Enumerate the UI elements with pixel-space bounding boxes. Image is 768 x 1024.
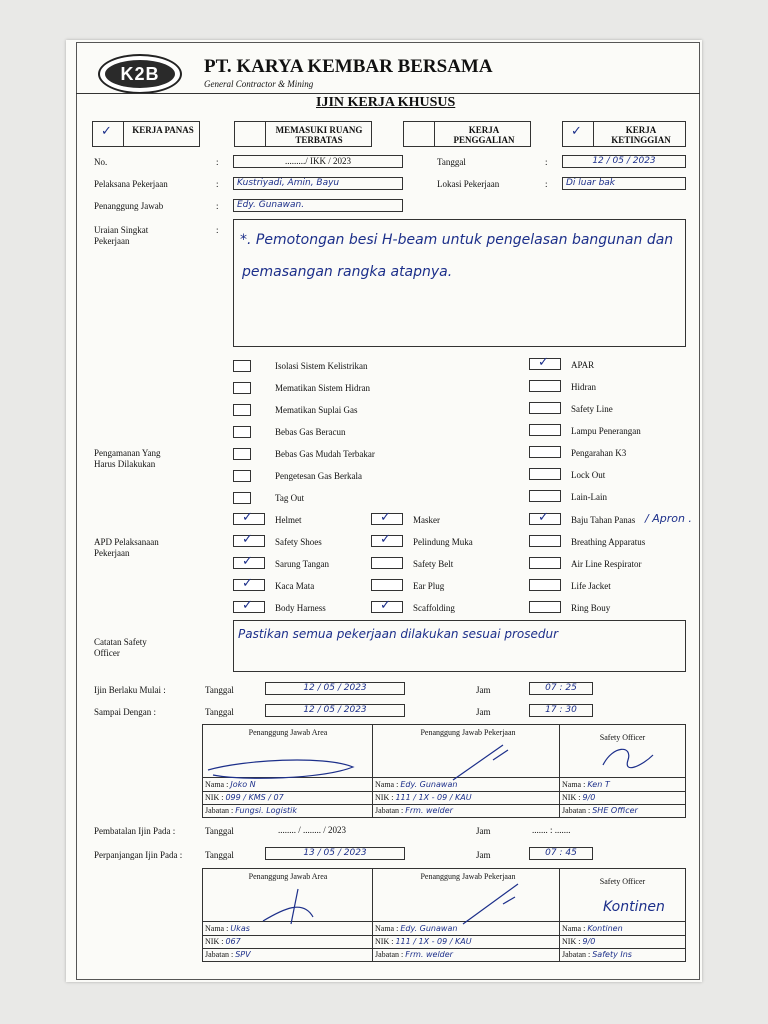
no-label: No. — [94, 157, 108, 167]
label-pelindung-muka: Pelindung Muka — [413, 537, 473, 547]
uraian-field[interactable] — [233, 219, 686, 347]
label-ear-plug: Ear Plug — [413, 581, 445, 591]
pembatalan-jam[interactable]: ....... : ....... — [532, 825, 571, 835]
sig1-col-area: Penanggung Jawab Area — [248, 728, 328, 737]
sig2-jabatan-label-2: Jabatan : — [375, 950, 404, 959]
perpanjangan-jam-field[interactable]: 07 : 45 — [529, 847, 593, 860]
sig1-nik-label: NIK : — [205, 793, 224, 802]
checkbox-gas-berkala[interactable] — [233, 470, 251, 482]
label-gas-terbakar: Bebas Gas Mudah Terbakar — [275, 449, 375, 459]
sig2-jabatan-label: Jabatan : — [205, 950, 234, 959]
checkbox-hidran[interactable] — [529, 380, 561, 392]
pengamanan-label: Pengamanan Yang Harus Dilakukan — [94, 448, 161, 469]
work-type-kerja-panas[interactable] — [92, 121, 200, 147]
label-gas-beracun: Bebas Gas Beracun — [275, 427, 346, 437]
label-hidran-off: Mematikan Sistem Hidran — [275, 383, 370, 393]
work-type-checkbox[interactable] — [235, 122, 266, 146]
pelaksana-label: Pelaksana Pekerjaan — [94, 179, 168, 189]
label-apar: APAR — [571, 360, 595, 370]
checkbox-scaffolding[interactable]: ✓ — [371, 601, 403, 613]
pembatalan-date[interactable]: ........ / ........ / 2023 — [278, 825, 347, 835]
form-title: IJIN KERJA KHUSUS — [316, 95, 456, 110]
label-kaca-mata: Kaca Mata — [275, 581, 315, 591]
mulai-date-field[interactable]: 12 / 05 / 2023 — [265, 682, 405, 695]
mulai-label: Ijin Berlaku Mulai : — [94, 685, 166, 695]
tanggal-label: Tanggal — [437, 157, 466, 167]
label-life-jacket: Life Jacket — [571, 581, 611, 591]
label-lampu: Lampu Penerangan — [571, 426, 641, 436]
checkbox-masker[interactable]: ✓ — [371, 513, 403, 525]
sig2-nama-label: Nama : — [205, 924, 229, 933]
label-baju-tahan-panas: Baju Tahan Panas — [571, 515, 636, 525]
sig2-so-signature: Kontinen — [603, 899, 665, 915]
signature-strokes-1 — [203, 735, 687, 785]
sig2-area-nik[interactable]: 067 — [225, 937, 241, 946]
sig2-area-jabatan[interactable]: SPV — [235, 950, 251, 959]
penanggung-field[interactable]: Edy. Gunawan. — [233, 199, 403, 212]
sig2-area-nama[interactable]: Ukas — [230, 924, 250, 933]
sig2-so-jabatan[interactable]: Safety Ins — [592, 950, 632, 959]
label-hidran: Hidran — [571, 382, 596, 392]
label-safety-belt: Safety Belt — [413, 559, 454, 569]
sig1-nama-label-2: Nama : — [375, 780, 399, 789]
company-logo — [98, 54, 182, 94]
checkbox-kaca-mata[interactable]: ✓ — [233, 579, 265, 591]
sig1-nama-label-3: Nama : — [562, 780, 586, 789]
sig1-area-jabatan[interactable]: Fungsi. Logistik — [235, 806, 298, 815]
mulai-jam-label: Jam — [476, 685, 491, 695]
sig1-col-safety: Safety Officer — [599, 733, 646, 742]
sig1-nik-label-2: NIK : — [375, 793, 394, 802]
checkbox-ring-bouy[interactable] — [529, 601, 561, 613]
checkbox-isolasi[interactable] — [233, 360, 251, 372]
work-type-label: KERJA PANAS — [132, 125, 194, 135]
sig1-nik-label-3: NIK : — [562, 793, 581, 802]
label-lock-out: Lock Out — [571, 470, 606, 480]
checkbox-safety-shoes[interactable]: ✓ — [233, 535, 265, 547]
sampai-tanggal-label: Tanggal — [205, 707, 234, 717]
checkbox-gas-terbakar[interactable] — [233, 448, 251, 460]
checkbox-tag-out[interactable] — [233, 492, 251, 504]
checkbox-life-jacket[interactable] — [529, 579, 561, 591]
checkbox-lock-out[interactable] — [529, 468, 561, 480]
mulai-tanggal-label: Tanggal — [205, 685, 234, 695]
label-pengarahan: Pengarahan K3 — [571, 448, 627, 458]
penanggung-label: Penanggung Jawab — [94, 201, 164, 211]
label-scaffolding: Scaffolding — [413, 603, 455, 613]
checkbox-body-harness[interactable]: ✓ — [233, 601, 265, 613]
sig1-jabatan-label-3: Jabatan : — [562, 806, 591, 815]
lokasi-field[interactable]: Di luar bak — [562, 177, 686, 190]
checkbox-breathing[interactable] — [529, 535, 561, 547]
checkbox-lampu[interactable] — [529, 424, 561, 436]
label-air-line: Air Line Respirator — [571, 559, 642, 569]
pembatalan-label: Pembatalan Ijin Pada : — [94, 826, 176, 836]
company-subtitle: General Contractor & Mining — [204, 79, 314, 89]
perpanjangan-tanggal-label: Tanggal — [205, 850, 234, 860]
header-divider — [76, 93, 700, 94]
label-isolasi: Isolasi Sistem Kelistrikan — [275, 361, 368, 371]
label-suplai-gas: Mematikan Suplai Gas — [275, 405, 358, 415]
checkbox-helmet[interactable]: ✓ — [233, 513, 265, 525]
sig2-col-pekerjaan: Penanggung Jawab Pekerjaan — [420, 872, 516, 881]
checkbox-baju-tahan-panas[interactable]: ✓ — [529, 513, 561, 525]
sig2-nik-label: NIK : — [205, 937, 224, 946]
perpanjangan-label: Perpanjangan Ijin Pada : — [94, 850, 183, 860]
signature-table-1 — [202, 724, 686, 818]
checkbox-safety-line[interactable] — [529, 402, 561, 414]
apd-label: APD Pelaksanaan Pekerjaan — [94, 537, 159, 558]
sig2-so-nik[interactable]: 9/0 — [582, 937, 596, 946]
sampai-jam-field[interactable]: 17 : 30 — [529, 704, 593, 717]
label-helmet: Helmet — [275, 515, 302, 525]
work-type-checkbox[interactable]: ✓ — [93, 122, 124, 146]
label-tag-out: Tag Out — [275, 493, 305, 503]
company-name: PT. KARYA KEMBAR BERSAMA — [204, 56, 493, 77]
sig1-jabatan-label: Jabatan : — [205, 806, 234, 815]
tanggal-field[interactable]: 12 / 05 / 2023 — [562, 155, 686, 168]
uraian-label: Uraian Singkat Pekerjaan — [94, 225, 149, 246]
checkbox-lain-lain[interactable] — [529, 490, 561, 502]
perpanjangan-date-field[interactable]: 13 / 05 / 2023 — [265, 847, 405, 860]
checkbox-safety-belt[interactable] — [371, 557, 403, 569]
sig1-col-pekerjaan: Penanggung Jawab Pekerjaan — [420, 728, 516, 737]
sig2-pek-nama[interactable]: Edy. Gunawan — [400, 924, 458, 933]
sig2-nik-label-3: NIK : — [562, 937, 581, 946]
label-breathing: Breathing Apparatus — [571, 537, 646, 547]
uraian-line-2: pemasangan rangka atapnya. — [242, 264, 453, 280]
work-type-penggalian[interactable] — [403, 121, 531, 147]
lokasi-label: Lokasi Pekerjaan — [437, 179, 500, 189]
sig1-so-nama[interactable]: Ken T — [587, 780, 610, 789]
checkbox-ear-plug[interactable] — [371, 579, 403, 591]
no-field[interactable]: ........./ IKK / 2023 — [233, 155, 403, 168]
sig1-pek-nik[interactable]: 111 / 1X - 09 / KAU — [395, 793, 472, 802]
sig2-col-area: Penanggung Jawab Area — [248, 872, 328, 881]
label-safety-line: Safety Line — [571, 404, 613, 414]
label-safety-shoes: Safety Shoes — [275, 537, 322, 547]
pembatalan-tanggal-label: Tanggal — [205, 826, 234, 836]
label-body-harness: Body Harness — [275, 603, 326, 613]
label-lain-lain: Lain-Lain — [571, 492, 607, 502]
sig1-nama-label: Nama : — [205, 780, 229, 789]
signature-table-2 — [202, 868, 686, 962]
checkbox-air-line[interactable] — [529, 557, 561, 569]
sig1-so-nik[interactable]: 9/0 — [582, 793, 596, 802]
label-gas-berkala: Pengetesan Gas Berkala — [275, 471, 362, 481]
checkbox-gas-beracun[interactable] — [233, 426, 251, 438]
sampai-jam-label: Jam — [476, 707, 491, 717]
label-sarung-tangan: Sarung Tangan — [275, 559, 329, 569]
sig2-jabatan-label-3: Jabatan : — [562, 950, 591, 959]
label-ring-bouy: Ring Bouy — [571, 603, 611, 613]
sig1-area-nik[interactable]: 099 / KMS / 07 — [225, 793, 284, 802]
sig2-nama-label-3: Nama : — [562, 924, 586, 933]
sig2-pek-jabatan[interactable]: Frm. welder — [405, 950, 453, 959]
sig1-jabatan-label-2: Jabatan : — [375, 806, 404, 815]
work-type-ketinggian[interactable] — [562, 121, 686, 147]
sig2-pek-nik[interactable]: 111 / 1X - 09 / KAU — [395, 937, 472, 946]
checkbox-hidran-off[interactable] — [233, 382, 251, 394]
work-type-label: KERJA KETINGGIAN — [611, 125, 671, 145]
catatan-field[interactable] — [233, 620, 686, 672]
sig2-nik-label-2: NIK : — [375, 937, 394, 946]
sig1-area-nama[interactable]: Joko N — [230, 780, 256, 789]
signature-strokes-2 — [203, 879, 687, 929]
work-type-checkbox[interactable]: ✓ — [563, 122, 594, 146]
sampai-date-field[interactable]: 12 / 05 / 2023 — [265, 704, 405, 717]
pelaksana-field[interactable]: Kustriyadi, Amin, Bayu — [233, 177, 403, 190]
sig1-pek-nama[interactable]: Edy. Gunawan — [400, 780, 458, 789]
label-masker: Masker — [413, 515, 440, 525]
apron-note: / Apron . — [645, 512, 692, 525]
checkbox-pelindung-muka[interactable]: ✓ — [371, 535, 403, 547]
checkbox-apar[interactable]: ✓ — [529, 358, 561, 370]
sig1-so-jabatan[interactable]: SHE Officer — [592, 806, 638, 815]
checkbox-sarung-tangan[interactable]: ✓ — [233, 557, 265, 569]
work-type-label: KERJA PENGGALIAN — [453, 125, 515, 145]
sig2-col-safety: Safety Officer — [599, 877, 646, 886]
work-type-label: MEMASUKI RUANG TERBATAS — [275, 125, 363, 145]
logo-text: K2B — [105, 60, 175, 88]
catatan-label: Catatan Safety Officer — [94, 637, 147, 658]
work-type-checkbox[interactable] — [404, 122, 435, 146]
catatan-text: Pastikan semua pekerjaan dilakukan sesuai prosedur — [238, 627, 559, 641]
pembatalan-jam-label: Jam — [476, 826, 491, 836]
mulai-jam-field[interactable]: 07 : 25 — [529, 682, 593, 695]
perpanjangan-jam-label: Jam — [476, 850, 491, 860]
work-type-ruang-terbatas[interactable] — [234, 121, 372, 147]
checkbox-suplai-gas[interactable] — [233, 404, 251, 416]
checkbox-pengarahan[interactable] — [529, 446, 561, 458]
uraian-line-1: *. Pemotongan besi H-beam untuk pengelasan bangunan dan — [240, 232, 674, 248]
sampai-label: Sampai Dengan : — [94, 707, 156, 717]
sig2-nama-label-2: Nama : — [375, 924, 399, 933]
sig1-pek-jabatan[interactable]: Frm. welder — [405, 806, 453, 815]
sig2-so-nama[interactable]: Kontinen — [587, 924, 623, 933]
